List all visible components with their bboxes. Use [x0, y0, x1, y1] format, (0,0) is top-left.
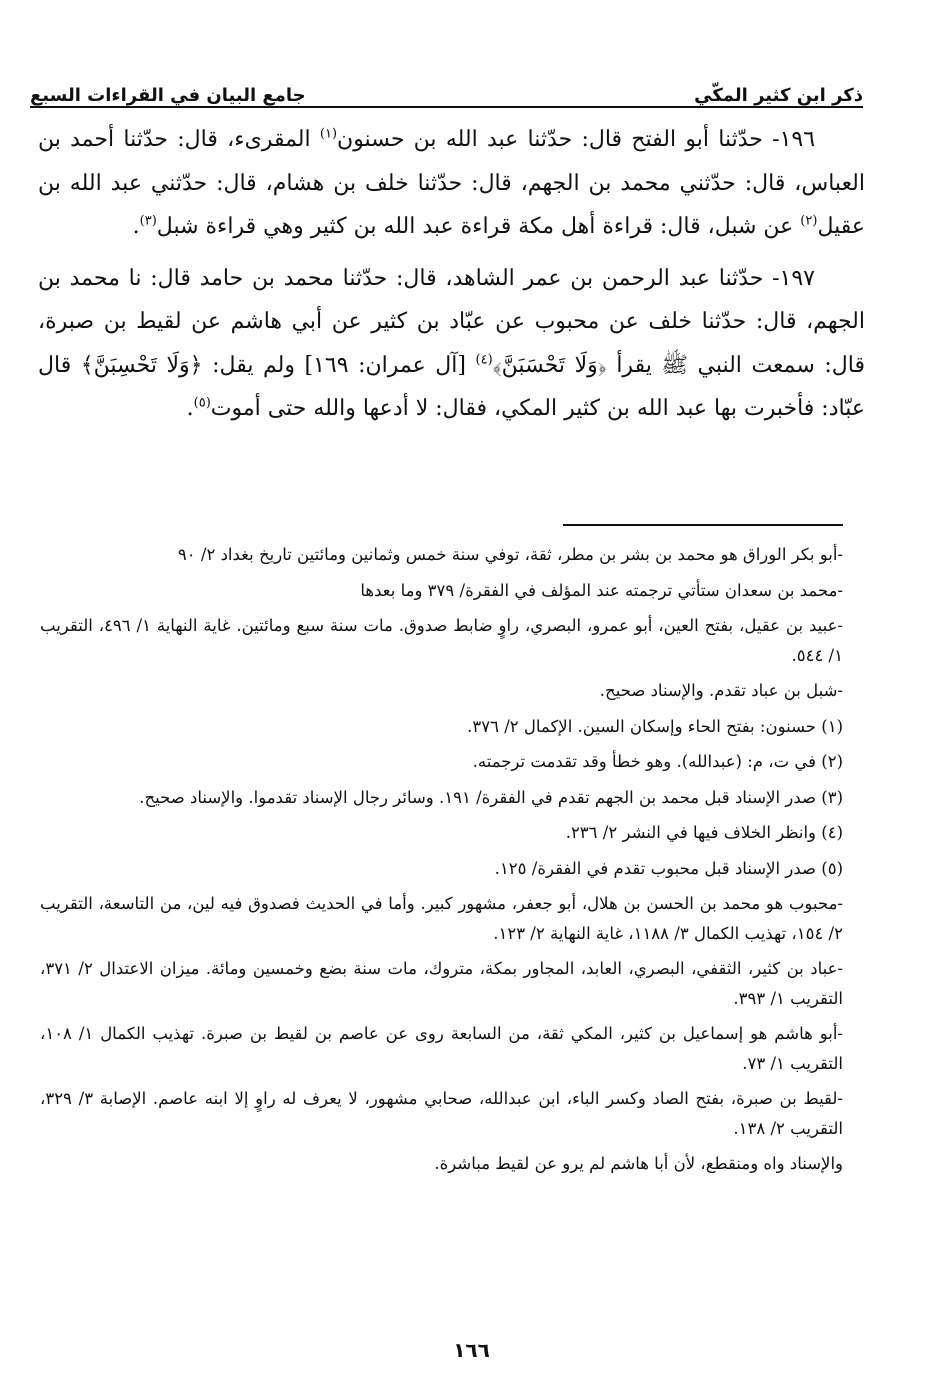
footnote: (٥) صدر الإسناد قبل محبوب تقدم في الفقرة/ ١٢٥. [494, 858, 843, 878]
paragraph-196 [38, 118, 865, 249]
paragraph-197 [38, 257, 865, 431]
text-run: . [132, 214, 140, 239]
running-header [30, 68, 863, 106]
footnote: -عبيد بن عقيل، بفتح العين، أبو عمرو، البصري، راوٍ ضابط صدوق. مات سنة سبع ومائتين. غاية النهاية ١/ ٤٩٦، التقريب ١/ ٥٤٤. [40, 616, 843, 665]
chapter-title: ذكر ابن كثير المكّي [694, 85, 863, 106]
footnote-ref[interactable]: (٤) [475, 352, 493, 368]
text-run: . [186, 396, 194, 421]
page-number: ١٦٦ [453, 1338, 490, 1362]
footnote: (٢) في ت، م: (عبدالله). وهو خطأ وقد تقدمت ترجمته. [472, 752, 843, 771]
book-title: جامع البيان في القراءات السبع [30, 85, 306, 106]
footnotes [40, 540, 843, 1185]
footnote: -لقيط بن صبرة، بفتح الصاد وكسر الباء، ابن عبدالله، صحابي مشهور، لا يعرف له راوٍ إلا ابنه عاصم. الإصابة ٣/ ٣٢٩، التقريب ٢/ ١٣٨. [40, 1089, 843, 1138]
footnote-ref[interactable]: (٥) [193, 395, 211, 411]
text-run: المقرىء، قال: حدّثنا أحمد بن العباس، قال: حدّثني محمد بن الجهم، قال: حدّثنا خلف بن هشام، قال: حدّثني عبد الله بن عقيل [38, 127, 865, 239]
footnote: -شبل بن عباد تقدم. والإسناد صحيح. [599, 681, 843, 700]
text-run: عن شبل، قال: قراءة أهل مكة قراءة عبد الله بن كثير وهي قراءة شبل [156, 214, 801, 239]
footnote: -عباد بن كثير، الثقفي، البصري، العابد، المجاور بمكة، متروك، مات سنة بضع وخمسين ومائة. ميزان الاعتدال ٢/ ٣٧١، التقريب ١/ ٣٩٣. [40, 959, 843, 1008]
footnote: -محمد بن سعدان ستأتي ترجمته عند المؤلف في الفقرة/ ٣٧٩ وما بعدها [360, 580, 843, 600]
footnote: (١) حسنون: بفتح الحاء وإسكان السين. الإكمال ٢/ ٣٧٦. [467, 716, 843, 736]
text-run: ١٩٦- حدّثنا أبو الفتح قال: حدّثنا عبد الله بن حسنون [337, 127, 816, 152]
footnote-ref[interactable]: (٢) [800, 213, 818, 229]
main-text [38, 118, 865, 439]
footnote-ref[interactable]: (٣) [139, 213, 157, 229]
text-run: [آل عمران: ١٦٩] ولم يقل: ﴿وَلَا تَحْسِبَنَّ﴾ قال عبّاد: فأخبرت بها عبد الله بن كثير المكي، فقال: لا أدعها والله حتى أموت [38, 352, 865, 421]
header-rule [30, 106, 863, 108]
footnote: -أبو بكر الوراق هو محمد بن بشر بن مطر، ثقة، توفي سنة خمس وثمانين ومائتين تاريخ بغداد ٢/ ٩٠ [177, 545, 843, 564]
footnote: -أبو هاشم هو إسماعيل بن كثير، المكي ثقة، من السابعة روى عن عاصم بن لقيط بن صبرة. تهذيب الكمال ١/ ١٠٨، التقريب ١/ ٧٣. [40, 1024, 843, 1073]
footnote-ref[interactable]: (١) [319, 126, 338, 142]
footnote: (٣) صدر الإسناد قبل محمد بن الجهم تقدم في الفقرة/ ١٩١. وسائر رجال الإسناد تقدموا. والإسناد صحيح. [139, 787, 843, 807]
footnote: -محبوب هو محمد بن الحسن بن هلال، أبو جعفر، مشهور كبير. وأما في الحديث فصدوق فيه لين، من التاسعة، التقريب ٢/ ١٥٤، تهذيب الكمال ٣/ ١١٨٨، غاية النهاية ٢/ ١٢٣. [40, 894, 843, 943]
footnote: والإسناد واه ومنقطع، لأن أبا هاشم لم يرو عن لقيط مباشرة. [434, 1154, 843, 1173]
footnote-separator [563, 524, 843, 526]
footnote: (٤) وانظر الخلاف فيها في النشر ٢/ ٢٣٦. [565, 823, 843, 842]
text-run: ١٩٧- حدّثنا عبد الرحمن بن عمر الشاهد، قال: حدّثنا محمد بن حامد قال: نا محمد بن الجهم، قال: حدّثنا خلف عن محبوب عن عبّاد بن كثير عن أبي هاشم عن لقيط بن صبرة، قال: سمعت النبي ﷺ يقرأ ﴿وَلَا تَحْسَبَنَّ﴾ [38, 265, 865, 378]
